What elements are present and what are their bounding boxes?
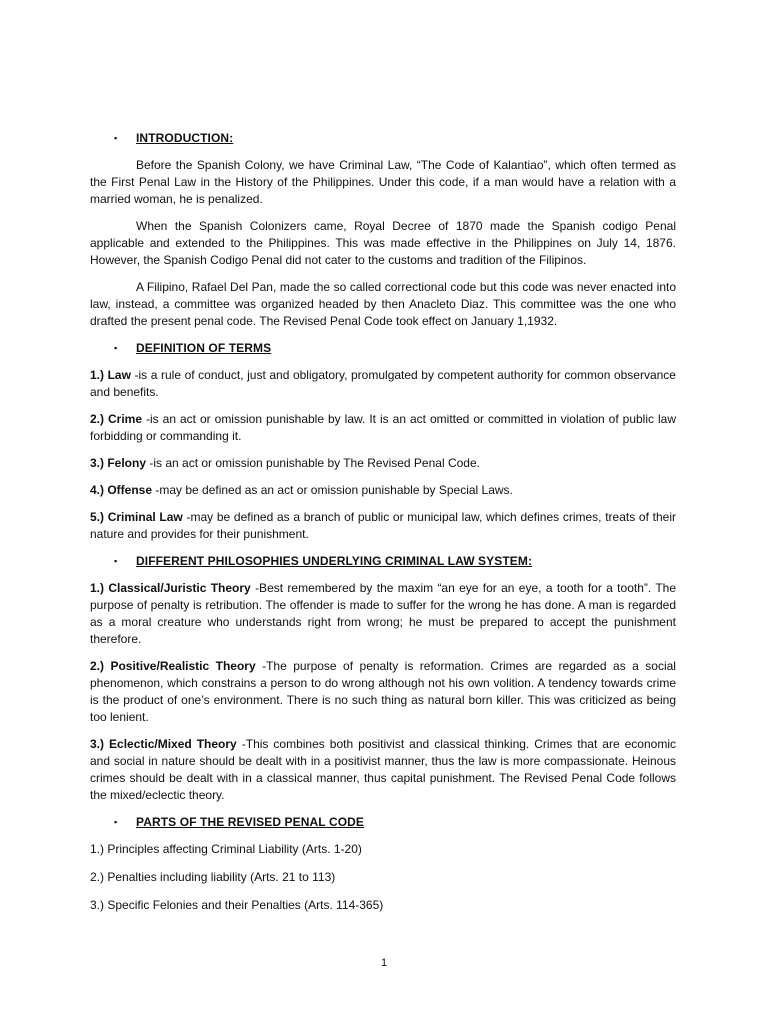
page-number: 1 bbox=[380, 957, 388, 969]
heading-text: DEFINITION OF TERMS bbox=[136, 341, 272, 355]
definition-text: -may be defined as a branch of public or municipal law, which defines crimes, treats of their nature and provides for their punishment. bbox=[90, 510, 676, 541]
definition-item bbox=[90, 367, 676, 401]
square-bullet-icon: ▪ bbox=[114, 133, 118, 143]
theory-item bbox=[90, 580, 676, 648]
definition-item bbox=[90, 509, 676, 543]
heading-text: DIFFERENT PHILOSOPHIES UNDERLYING CRIMINAL LAW SYSTEM: bbox=[136, 554, 533, 568]
definition-term: 1.) Law bbox=[90, 368, 131, 382]
definition-text: -is an act or omission punishable by The Revised Penal Code. bbox=[146, 456, 480, 470]
paragraph: Before the Spanish Colony, we have Criminal Law, “The Code of Kalantiao”, which often termed as the First Penal Law in the History of the Philippines. Under this code, if a man would have a relation with a married woman, he is penalized. bbox=[90, 158, 676, 206]
theory-term: 1.) Classical/Juristic Theory bbox=[90, 581, 251, 595]
definition-text: -may be defined as an act or omission punishable by Special Laws. bbox=[152, 483, 513, 497]
heading-text: INTRODUCTION: bbox=[136, 131, 234, 145]
list-item: 2.) Penalties including liability (Arts. 21 to 113) bbox=[90, 870, 336, 884]
definition-item bbox=[90, 455, 676, 472]
definition-term: 4.) Offense bbox=[90, 483, 153, 497]
square-bullet-icon: ▪ bbox=[114, 343, 118, 353]
theory-item bbox=[90, 658, 676, 726]
theory-text: -The purpose of penalty is reformation. Crimes are regarded as a social phenomenon, which constrains a person to do wrong although not his own volition. A tendency towards crime is the product of one’s environment. There is no such thing as natural born killer. This was criticized as being too lenient. bbox=[90, 659, 676, 724]
paragraph: When the Spanish Colonizers came, Royal Decree of 1870 made the Spanish codigo Penal applicable and extended to the Philippines. This was made effective in the Philippines on July 14, 1876. However, the Spanish Codigo Penal did not cater to the customs and tradition of the Filipinos. bbox=[90, 219, 676, 267]
section-heading-introduction bbox=[90, 130, 676, 147]
definition-item bbox=[90, 411, 676, 445]
list-item: 1.) Principles affecting Criminal Liability (Arts. 1-20) bbox=[90, 842, 362, 856]
theory-term: 3.) Eclectic/Mixed Theory bbox=[90, 737, 237, 751]
definition-term: 3.) Felony bbox=[90, 456, 147, 470]
list-item: 3.) Specific Felonies and their Penalties (Arts. 114-365) bbox=[90, 898, 384, 912]
definition-term: 2.) Crime bbox=[90, 412, 143, 426]
theory-term: 2.) Positive/Realistic Theory bbox=[90, 659, 256, 673]
section-heading-parts bbox=[90, 814, 676, 831]
paragraph: A Filipino, Rafael Del Pan, made the so called correctional code but this code was never enacted into law, instead, a committee was organized headed by then Anacleto Diaz. This committee was the one who drafted the present penal code. The Revised Penal Code took effect on January 1,1932. bbox=[90, 280, 676, 328]
definition-item bbox=[90, 482, 676, 499]
heading-text: PARTS OF THE REVISED PENAL CODE bbox=[136, 815, 365, 829]
definition-text: -is an act or omission punishable by law. It is an act omitted or committed in violation of public law forbidding or commanding it. bbox=[90, 412, 676, 443]
definition-text: -is a rule of conduct, just and obligatory, promulgated by competent authority for common observance and benefits. bbox=[90, 368, 676, 399]
square-bullet-icon: ▪ bbox=[114, 817, 118, 827]
section-heading-philosophies bbox=[90, 553, 676, 570]
square-bullet-icon: ▪ bbox=[114, 556, 118, 566]
theory-item bbox=[90, 736, 676, 804]
theory-text: -This combines both positivist and classical thinking. Crimes that are economic and social in nature should be dealt with in a positivist manner, thus the law is more compassionate. Heinous crimes should be dealt with in a classical manner, thus capital punishment. The Revised Penal Code follows the mixed/eclectic theory. bbox=[90, 737, 676, 802]
definition-term: 5.) Criminal Law bbox=[90, 510, 183, 524]
section-heading-definitions bbox=[90, 340, 676, 357]
theory-text: -Best remembered by the maxim “an eye for an eye, a tooth for a tooth”. The purpose of penalty is retribution. The offender is made to suffer for the wrong he has done. A man is regarded as a moral creature who understands right from wrong; he must be prepared to accept the punishment therefore. bbox=[90, 581, 676, 646]
document-body bbox=[90, 130, 676, 925]
